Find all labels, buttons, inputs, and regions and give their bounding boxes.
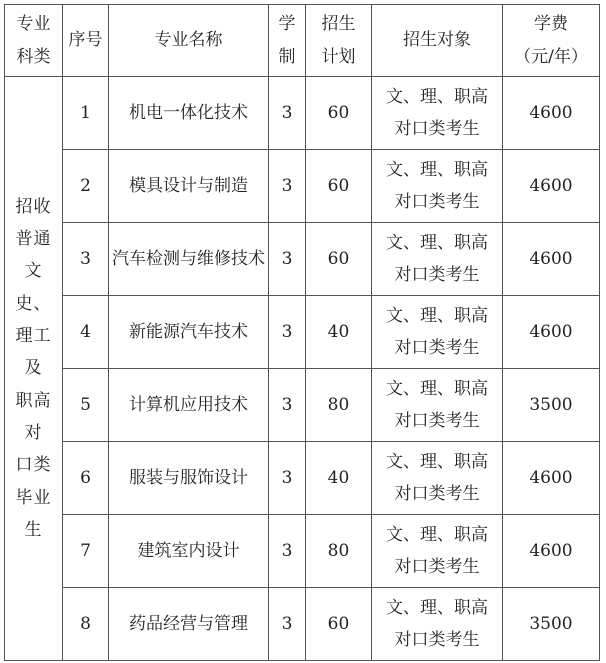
target-cell: 文、理、职高 对口类考生 — [372, 223, 503, 296]
years-cell: 3 — [269, 77, 306, 150]
target-cell: 文、理、职高 对口类考生 — [372, 588, 503, 661]
seq-cell: 1 — [63, 77, 109, 150]
fee-cell: 4600 — [503, 442, 600, 515]
table-row — [5, 442, 600, 515]
header-years: 学 制 — [269, 5, 306, 77]
name-cell: 新能源汽车技术 — [109, 296, 269, 369]
target-cell: 文、理、职高 对口类考生 — [372, 442, 503, 515]
table-row — [5, 369, 600, 442]
header-row — [5, 5, 600, 77]
years-cell: 3 — [269, 223, 306, 296]
table-row — [5, 588, 600, 661]
years-cell: 3 — [269, 150, 306, 223]
table-row — [5, 296, 600, 369]
seq-cell: 2 — [63, 150, 109, 223]
plan-cell: 40 — [306, 442, 372, 515]
plan-cell: 80 — [306, 515, 372, 588]
name-cell: 药品经营与管理 — [109, 588, 269, 661]
plan-cell: 60 — [306, 588, 372, 661]
table-row — [5, 515, 600, 588]
enrollment-table — [4, 4, 600, 661]
name-cell: 机电一体化技术 — [109, 77, 269, 150]
name-cell: 模具设计与制造 — [109, 150, 269, 223]
target-cell: 文、理、职高 对口类考生 — [372, 296, 503, 369]
header-fee: 学费 （元/年） — [503, 5, 600, 77]
table-row — [5, 150, 600, 223]
header-name: 专业名称 — [109, 5, 269, 77]
plan-cell: 60 — [306, 223, 372, 296]
fee-cell: 3500 — [503, 369, 600, 442]
header-seq: 序号 — [63, 5, 109, 77]
years-cell: 3 — [269, 515, 306, 588]
header-target: 招生对象 — [372, 5, 503, 77]
years-cell: 3 — [269, 369, 306, 442]
plan-cell: 40 — [306, 296, 372, 369]
years-cell: 3 — [269, 296, 306, 369]
plan-cell: 60 — [306, 77, 372, 150]
target-cell: 文、理、职高 对口类考生 — [372, 369, 503, 442]
fee-cell: 3500 — [503, 588, 600, 661]
fee-cell: 4600 — [503, 515, 600, 588]
fee-cell: 4600 — [503, 77, 600, 150]
name-cell: 汽车检测与维修技术 — [109, 223, 269, 296]
plan-cell: 80 — [306, 369, 372, 442]
fee-cell: 4600 — [503, 296, 600, 369]
header-plan: 招生 计划 — [306, 5, 372, 77]
years-cell: 3 — [269, 588, 306, 661]
seq-cell: 6 — [63, 442, 109, 515]
years-cell: 3 — [269, 442, 306, 515]
target-cell: 文、理、职高 对口类考生 — [372, 77, 503, 150]
target-cell: 文、理、职高 对口类考生 — [372, 150, 503, 223]
seq-cell: 3 — [63, 223, 109, 296]
name-cell: 建筑室内设计 — [109, 515, 269, 588]
name-cell: 计算机应用技术 — [109, 369, 269, 442]
header-category: 专业 科类 — [5, 5, 63, 77]
category-cell: 招收 普通 文史、 理工及 职高对 口类 毕业生 — [5, 77, 63, 661]
seq-cell: 4 — [63, 296, 109, 369]
seq-cell: 8 — [63, 588, 109, 661]
table-row — [5, 77, 600, 150]
name-cell: 服装与服饰设计 — [109, 442, 269, 515]
seq-cell: 7 — [63, 515, 109, 588]
table-row — [5, 223, 600, 296]
seq-cell: 5 — [63, 369, 109, 442]
target-cell: 文、理、职高 对口类考生 — [372, 515, 503, 588]
fee-cell: 4600 — [503, 150, 600, 223]
plan-cell: 60 — [306, 150, 372, 223]
fee-cell: 4600 — [503, 223, 600, 296]
